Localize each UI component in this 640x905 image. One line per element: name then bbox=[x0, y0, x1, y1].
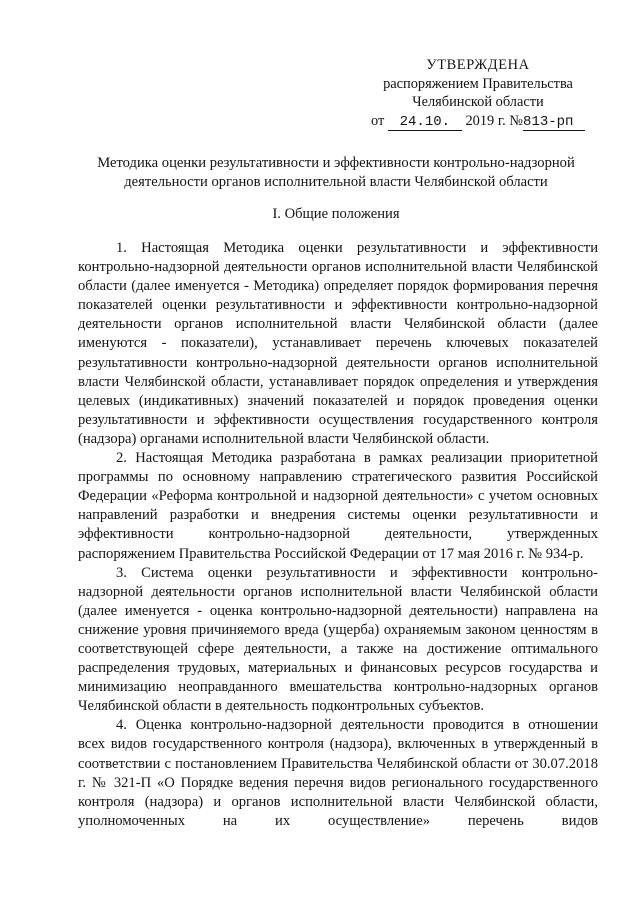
from-word: от bbox=[370, 112, 385, 129]
document-title bbox=[72, 154, 600, 192]
approval-line-1: распоряжением Правительства bbox=[383, 75, 573, 92]
title-line-1: Методика оценки результативности и эффективности контрольно-надзорной bbox=[97, 155, 575, 171]
title-line-2: деятельности органов исполнительной власти Челябинской области bbox=[124, 174, 548, 190]
handwritten-number: 813-рп bbox=[523, 115, 585, 131]
paragraph-4: 4. Оценка контрольно-надзорной деятельности проводится в отношении всех видов государственного контроля (надзора), включенных в утвержденный в соответствии с постановлением Правительства Челябинской области от 30.07.2018 г. № 321-П «О Порядке ведения перечня видов регионального государственного контроля (надзора) и органов исполнительной власти Челябинской области, уполномоченных на их осуществление» перечень видов bbox=[78, 717, 598, 829]
year-text: 2019 г. № bbox=[465, 112, 524, 129]
document-body bbox=[78, 239, 598, 831]
approval-stamp bbox=[362, 56, 594, 131]
approval-heading: УТВЕРЖДЕНА bbox=[426, 57, 530, 73]
approval-date-line bbox=[362, 112, 594, 131]
paragraph-2: 2. Настоящая Методика разработана в рамках реализации приоритетной программы по основному направлению стратегического развития Российской Федерации «Реформа контрольной и надзорной деятельности» с учетом основных направлений разработки и внедрения системы оценки результативности и эффективности контрольно-надзорной деятельности, утвержденных распоряжением Правительства Российской Федерации от 17 мая 2016 г. № 934-р. bbox=[78, 450, 598, 562]
paragraph-3: 3. Система оценки результативности и эффективности контрольно-надзорной деятельности органов исполнительной власти Челябинской области (далее именуется - оценка контрольно-надзорной деятельности) направлена на снижение уровня причиняемого вреда (ущерба) охраняемым законом ценностям в соответствующей сфере деятельности, а также на достижение оптимального распределения трудовых, материальных и финансовых ресурсов государства и минимизацию неоправданного вмешательства контрольно-надзорных органов Челябинской области в деятельность подконтрольных субъектов. bbox=[78, 564, 598, 715]
section-heading: I. Общие положения bbox=[272, 206, 400, 222]
paragraph-1: 1. Настоящая Методика оценки результативности и эффективности контрольно-надзорной деятельности органов исполнительной власти Челябинской области (далее именуется - Методика) определяет порядок формирования перечня показателей оценки результативности и эффективности контрольно-надзорной деятельности органов исполнительной власти Челябинской области (далее именуются - показатели), устанавливает перечень ключевых показателей результативности контрольно-надзорной деятельности органов исполнительной власти Челябинской области, устанавливает порядок определения и утверждения целевых (индикативных) значений показателей и порядок проведения оценки результативности и эффективности осуществления государственного контроля (надзора) органами исполнительной власти Челябинской области. bbox=[78, 240, 598, 447]
handwritten-date: 24.10. bbox=[388, 115, 462, 131]
approval-line-2: Челябинской области bbox=[412, 94, 544, 110]
